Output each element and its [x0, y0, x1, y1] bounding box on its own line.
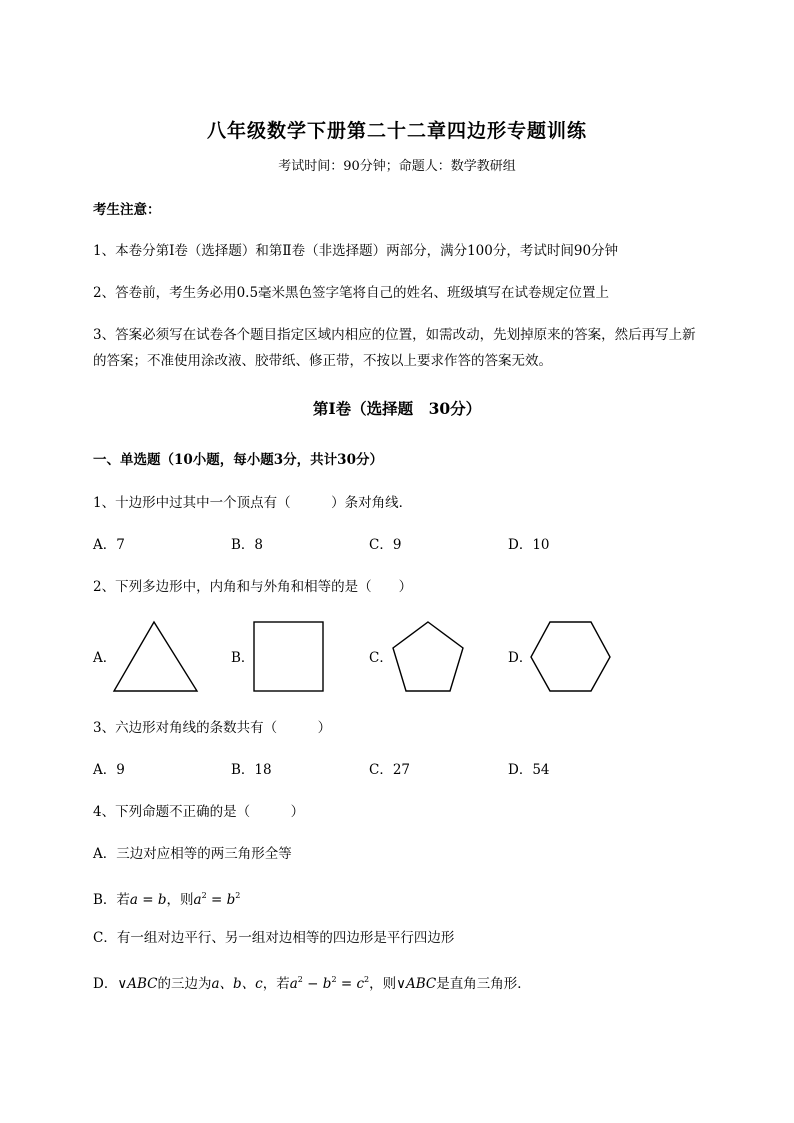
- option-d-exp-2: 2: [331, 975, 337, 984]
- option-d-exp-3: 2: [364, 975, 370, 984]
- notice-item-3-continued: 的答案；不准使用涂改液、胶带纸、修正带，不按以上要求作答的答案无效。: [93, 353, 552, 369]
- question-4-option-b: B．若a = b，则$a^2 = b^2$: [93, 891, 241, 908]
- option-d-eq-b: b: [322, 976, 332, 992]
- exam-info: 考试时间：90分钟；命题人：数学教研组: [278, 159, 516, 174]
- question-2-option-a: A．: [93, 650, 117, 666]
- option-b-mid: ，则: [166, 892, 194, 908]
- square-figure: [252, 620, 326, 694]
- option-b-condition: a = b: [129, 892, 167, 908]
- option-b-exp-1: 2: [201, 891, 207, 900]
- option-d-triangle: ∨ABC: [117, 976, 158, 992]
- question-2-stem: 2、下列多边形中，内角和与外角和相等的是（ ）: [93, 579, 413, 595]
- page-title: 八年级数学下册第二十二章四边形专题训练: [206, 120, 587, 142]
- question-2-option-c: C．: [369, 650, 393, 666]
- notice-heading: 考生注意：: [93, 202, 161, 218]
- question-2-option-b: B．: [231, 650, 255, 666]
- option-b-lhs: a: [193, 892, 202, 908]
- section-title: 第I卷（选择题 30分）: [312, 399, 482, 418]
- part-heading: 一、单选题（10小题，每小题3分，共计30分）: [93, 452, 383, 468]
- question-3-option-c: C．27: [369, 762, 411, 778]
- option-d-eq-c: c: [356, 976, 365, 992]
- question-3-option-d: D．54: [508, 762, 550, 778]
- notice-item-3: 3、答案必须写在试卷各个题目指定区域内相应的位置，如需改动，先划掉原来的答案，然后再写上新: [93, 327, 696, 343]
- question-3-option-a: A．9: [93, 762, 125, 778]
- question-1-stem: 1、十边形中过其中一个顶点有（ ）条对角线．: [93, 495, 413, 511]
- option-d-prefix: D．: [93, 976, 118, 992]
- option-d-exp-1: 2: [297, 975, 303, 984]
- option-d-triangle-2: ∨ABC: [396, 976, 437, 992]
- hexagon-figure: [529, 620, 613, 694]
- question-1-option-a: A．7: [93, 537, 125, 553]
- notice-item-1: 1、本卷分第I卷（选择题）和第Ⅱ卷（非选择题）两部分，满分100分，考试时间90分钟: [93, 243, 619, 259]
- option-d-text-1: 的三边为: [157, 976, 212, 992]
- question-3-option-b: B．18: [231, 762, 272, 778]
- question-1-option-c: C．9: [369, 537, 402, 553]
- pentagon-figure: [390, 620, 466, 694]
- triangle-figure: [112, 619, 202, 695]
- option-d-sides: a、b、c: [211, 976, 263, 992]
- question-1-option-d: D．10: [508, 537, 550, 553]
- option-b-rhs: b: [226, 892, 236, 908]
- question-1-option-b: B．8: [231, 537, 264, 553]
- option-d-eq-a: a: [289, 976, 298, 992]
- option-d-text-2: ，若: [262, 976, 290, 992]
- question-4-stem: 4、下列命题不正确的是（ ）: [93, 804, 305, 820]
- question-4-option-a: A．三边对应相等的两三角形全等: [93, 846, 292, 862]
- option-d-text-3: ，则: [369, 976, 397, 992]
- notice-item-2: 2、答卷前，考生务必用0.5毫米黑色签字笔将自己的姓名、班级填写在试卷规定位置上: [93, 285, 610, 301]
- option-b-prefix: B．若: [93, 892, 130, 908]
- question-3-stem: 3、六边形对角线的条数共有（ ）: [93, 720, 332, 736]
- option-b-exp-2: 2: [235, 891, 241, 900]
- option-d-text-4: 是直角三角形．: [436, 976, 531, 992]
- question-2-option-d: D．: [508, 650, 533, 666]
- question-4-option-d: D．∨ABC的三边为a、b、c，若$a^2 - b^2 = c^2$，则∨ABC是直角三角形．: [93, 975, 531, 992]
- question-4-option-c: C．有一组对边平行、另一组对边相等的四边形是平行四边形: [93, 930, 455, 946]
